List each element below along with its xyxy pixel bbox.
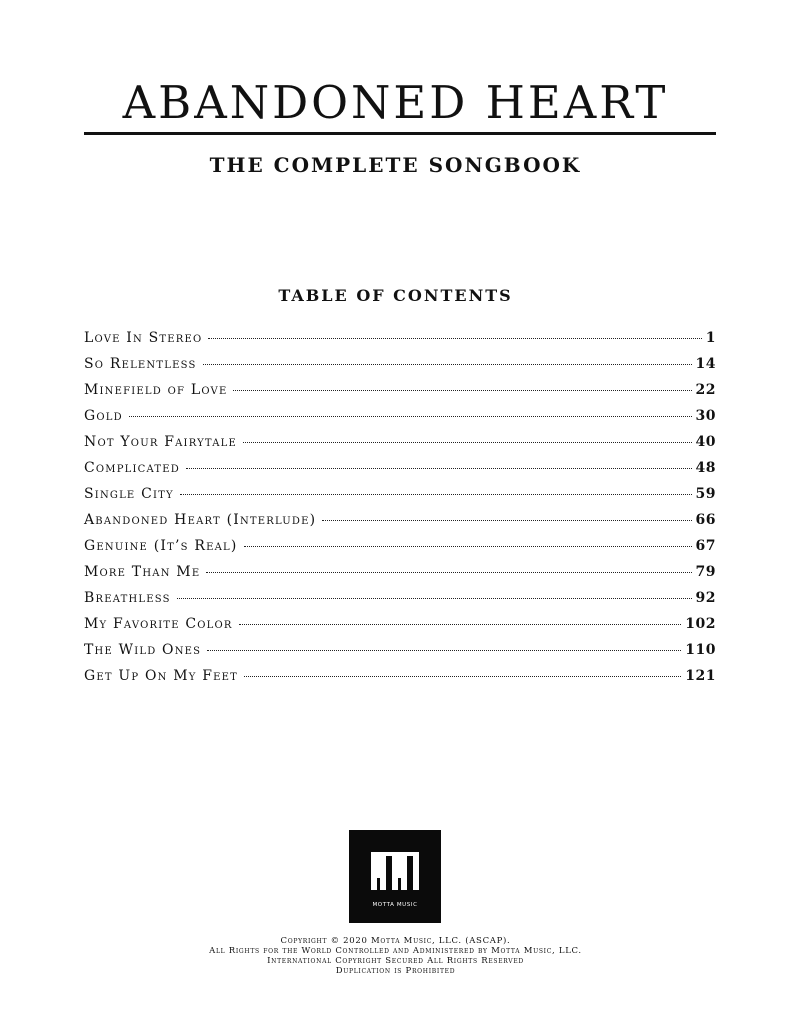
- logo-caption: MOTTA MUSIC: [372, 902, 418, 908]
- toc-entry: [84, 642, 716, 668]
- toc-leader-dots: [206, 572, 691, 573]
- toc-entry-page: 1: [705, 330, 716, 346]
- toc-entry-title: Get Up On My Feet: [84, 668, 239, 684]
- toc-entry-title: Genuine (It’s Real): [84, 538, 238, 554]
- toc-leader-dots: [177, 598, 692, 599]
- toc-entry: [84, 434, 716, 460]
- toc-entry: [84, 512, 716, 538]
- toc-leader-dots: [244, 546, 692, 547]
- toc-entry-page: 48: [695, 460, 716, 476]
- toc-leader-dots: [207, 650, 681, 651]
- toc-entry-page: 79: [695, 564, 716, 580]
- toc-entry-title: Love In Stereo: [84, 330, 203, 346]
- page-title: ABANDONED HEART: [122, 76, 669, 129]
- toc-entry-title: More Than Me: [84, 564, 201, 580]
- toc-entry-title: Minefield of Love: [84, 382, 228, 398]
- toc-entry: [84, 616, 716, 642]
- toc-leader-dots: [208, 338, 701, 339]
- toc-entry-page: 92: [695, 590, 716, 606]
- toc-entry-page: 102: [685, 616, 716, 632]
- toc-heading: TABLE OF CONTENTS: [278, 286, 513, 305]
- toc-entry: [84, 590, 716, 616]
- toc-leader-dots: [233, 390, 691, 391]
- toc-entry: [84, 538, 716, 564]
- toc-entry-title: So Relentless: [84, 356, 197, 372]
- motta-music-logo: [349, 830, 441, 923]
- toc-entry-page: 66: [695, 512, 716, 528]
- copyright-line: All Rights for the World Controlled and Administered by Motta Music, LLC.: [209, 946, 582, 956]
- toc-entry: [84, 356, 716, 382]
- copyright-notice: [0, 936, 791, 976]
- toc-entry-title: Not Your Fairytale: [84, 434, 238, 450]
- copyright-line: Copyright © 2020 Motta Music, LLC. (ASCAP).: [280, 936, 511, 946]
- toc-entry-page: 121: [685, 668, 716, 684]
- toc-leader-dots: [180, 494, 692, 495]
- toc-entry: [84, 330, 716, 356]
- toc-entry: [84, 408, 716, 434]
- toc-leader-dots: [186, 468, 692, 469]
- copyright-line: Duplication is Prohibited: [335, 966, 456, 976]
- toc-leader-dots: [203, 364, 692, 365]
- toc-entry-page: 67: [695, 538, 716, 554]
- toc-entry-title: Gold: [84, 408, 123, 424]
- motta-music-m-logo-icon: [349, 830, 441, 902]
- toc-entry: [84, 486, 716, 512]
- toc-entry-title: My Favorite Color: [84, 616, 233, 632]
- toc-leader-dots: [129, 416, 692, 417]
- toc-entry-page: 22: [695, 382, 716, 398]
- toc-leader-dots: [322, 520, 691, 521]
- toc-leader-dots: [243, 442, 692, 443]
- toc-leader-dots: [239, 624, 682, 625]
- toc-entry-page: 30: [695, 408, 716, 424]
- toc-entry: [84, 460, 716, 486]
- toc-entry-title: Breathless: [84, 590, 171, 606]
- toc-entry-title: Complicated: [84, 460, 180, 476]
- toc-entry-title: The Wild Ones: [84, 642, 202, 658]
- copyright-line: International Copyright Secured All Rights Reserved: [267, 956, 524, 966]
- table-of-contents: [84, 330, 716, 694]
- toc-entry-title: Single City: [84, 486, 174, 502]
- toc-entry-title: Abandoned Heart (Interlude): [84, 512, 317, 528]
- toc-entry-page: 14: [695, 356, 716, 372]
- title-divider: [84, 132, 716, 135]
- toc-entry: [84, 668, 716, 694]
- toc-entry-page: 40: [695, 434, 716, 450]
- toc-entry: [84, 564, 716, 590]
- toc-entry: [84, 382, 716, 408]
- toc-entry-page: 59: [695, 486, 716, 502]
- toc-leader-dots: [244, 676, 681, 677]
- page-subtitle: THE COMPLETE SONGBOOK: [209, 153, 582, 177]
- toc-entry-page: 110: [685, 642, 716, 658]
